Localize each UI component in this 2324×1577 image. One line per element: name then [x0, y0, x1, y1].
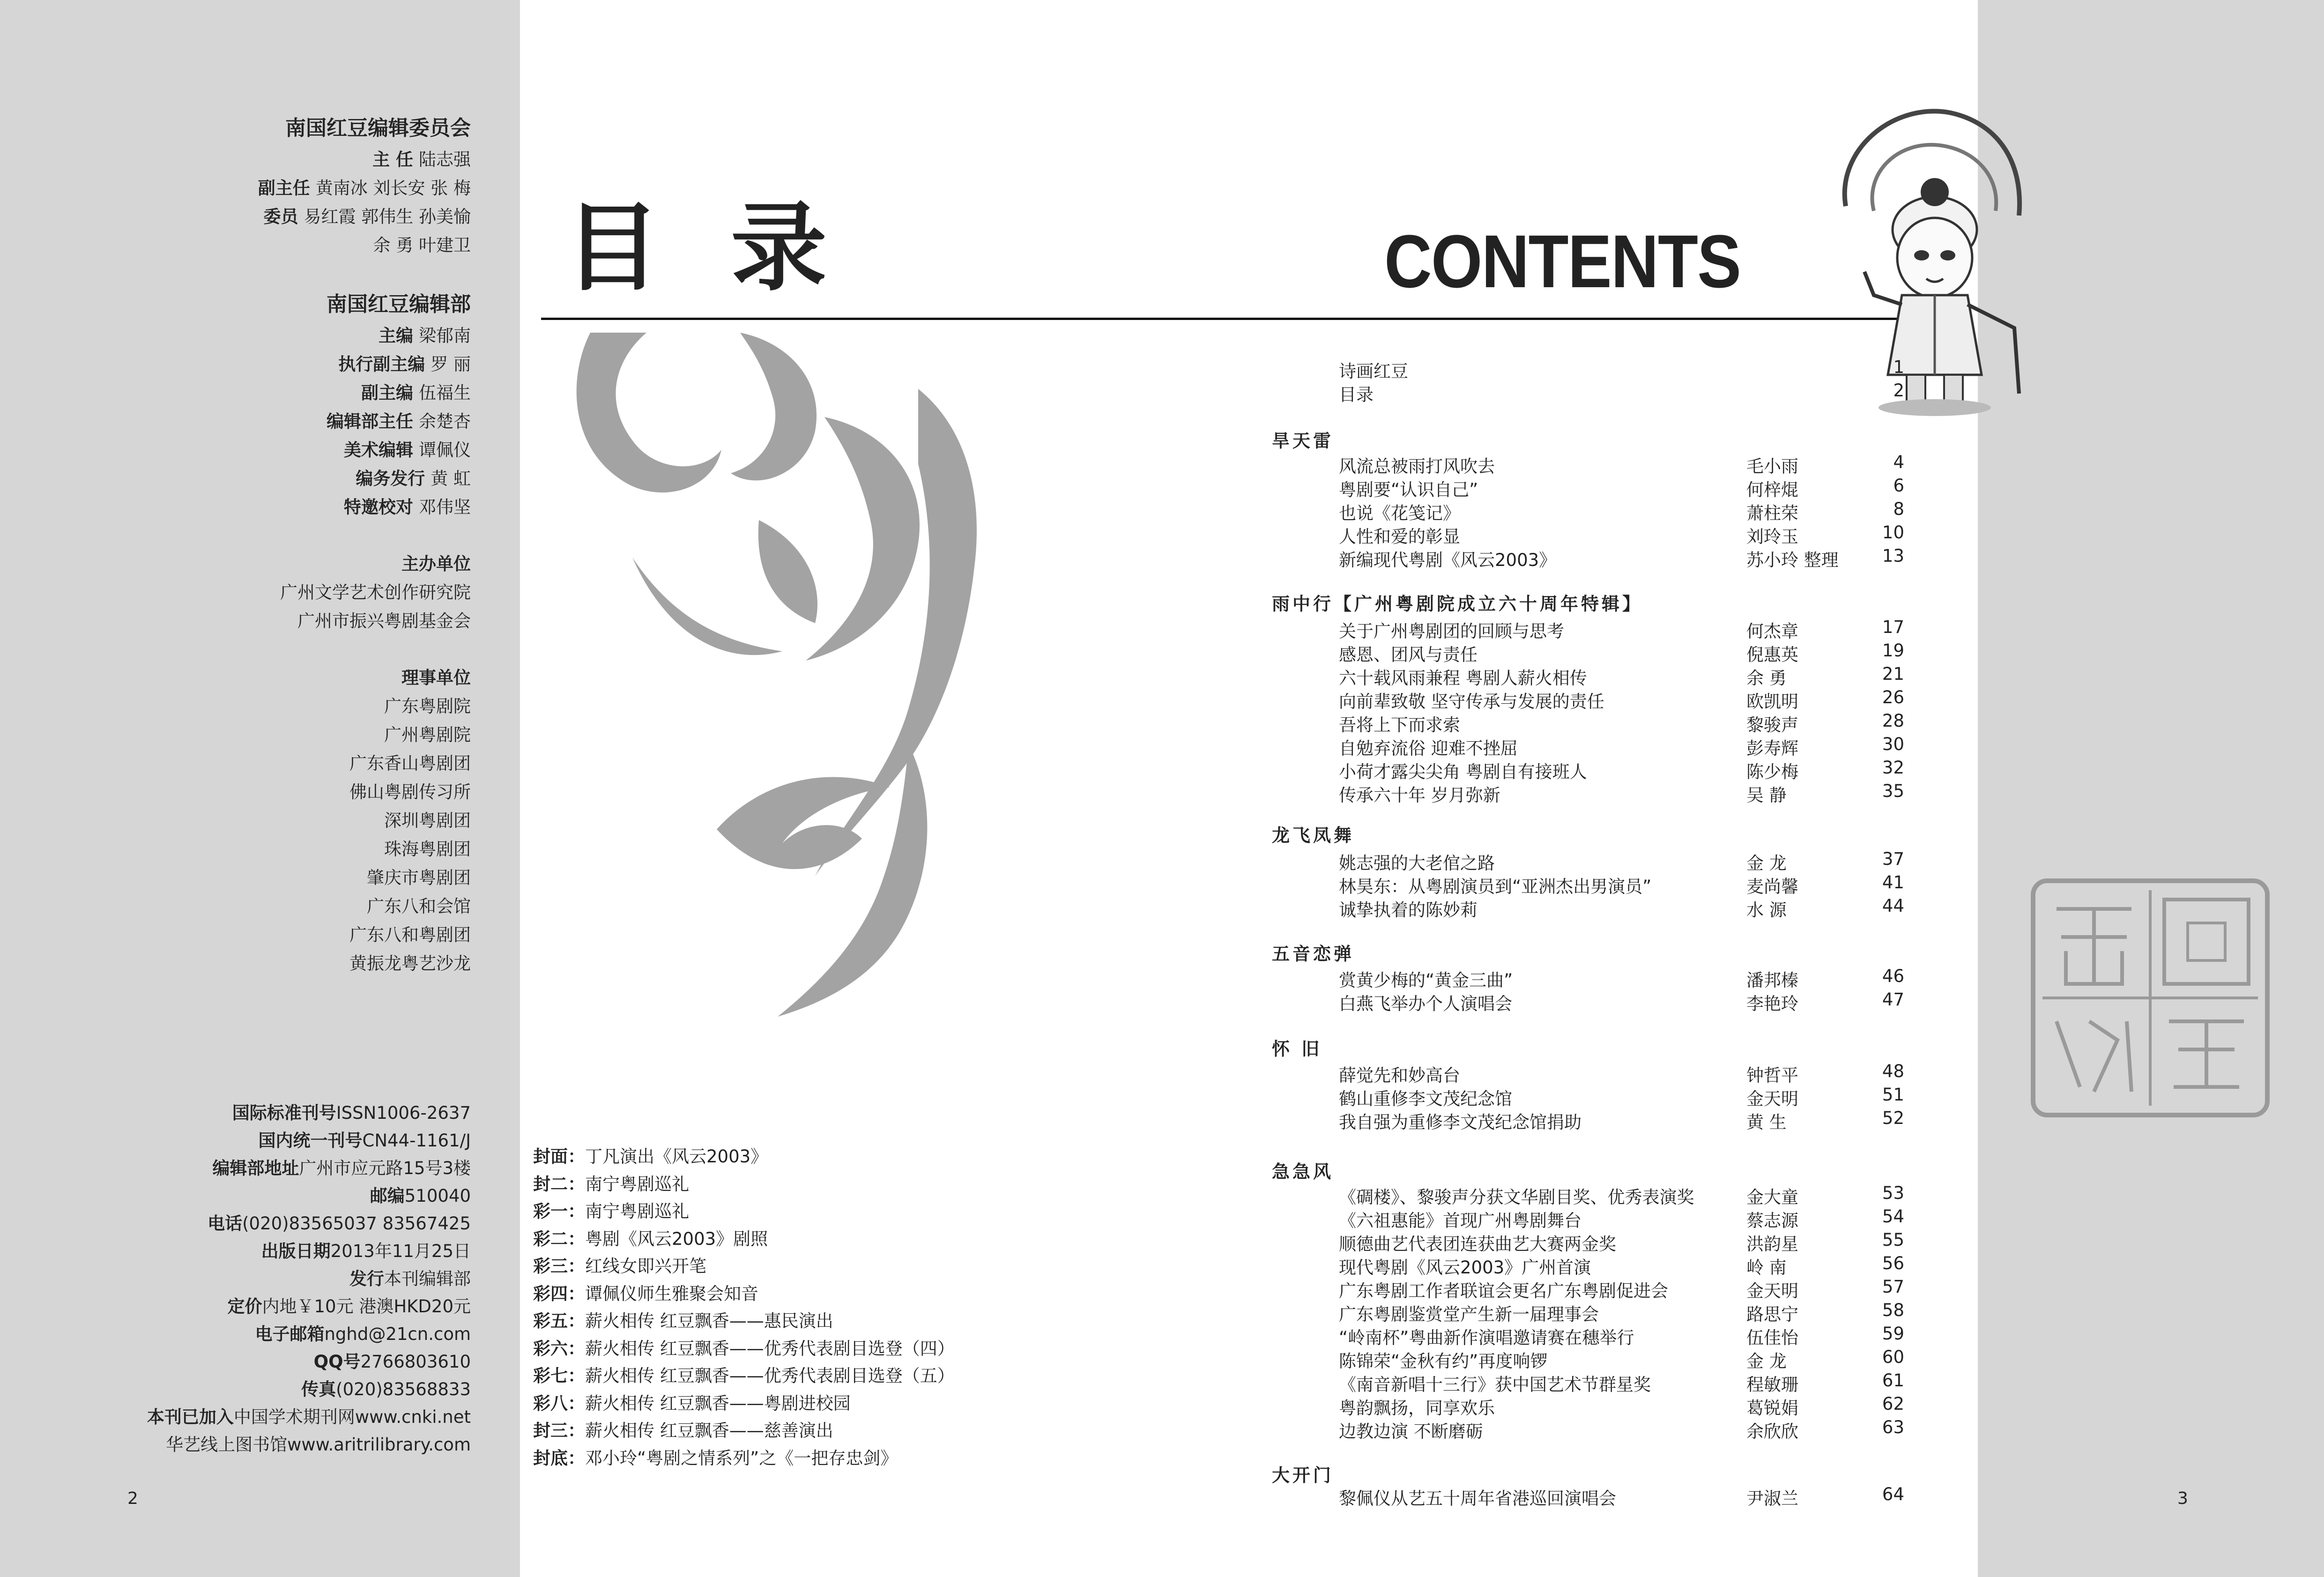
cover-list-value: 南宁粤剧巡礼 — [585, 1174, 689, 1194]
toc-entry-page: 51 — [1882, 1085, 1904, 1105]
cover-list-item — [533, 1171, 955, 1198]
cover-list-label: 封三： — [533, 1421, 585, 1441]
cover-list-item — [533, 1198, 955, 1226]
toc-entry-title: 目录 — [1339, 385, 1374, 405]
cover-list-value: 薪火相传 红豆飘香——惠民演出 — [585, 1311, 833, 1331]
toc-entry-title: “岭南杯”粤曲新作演唱邀请赛在穗举行 — [1339, 1328, 1634, 1348]
toc-entry-title: 六十载风雨兼程 粤剧人薪火相传 — [1339, 668, 1587, 688]
toc-entry-author: 洪韵星 — [1746, 1234, 1798, 1254]
editorial-title: 南国红豆编辑部 — [327, 292, 471, 316]
council-item: 深圳粤剧团 — [384, 811, 471, 831]
sponsors-title: 主办单位 — [401, 554, 471, 574]
editorial-value: 黄 虹 — [431, 469, 471, 489]
opera-performer-illustration — [1818, 94, 2052, 422]
committee-value: 易红霞 郭伟生 孙美愉 — [304, 207, 471, 227]
toc-entry-page: 57 — [1882, 1277, 1904, 1297]
committee-row — [49, 145, 471, 174]
cover-list-item — [533, 1253, 955, 1280]
pubinfo-value: 中国学术期刊网www.cnki.net — [233, 1407, 471, 1427]
toc-entry-title: 黎佩仪从艺五十周年省港巡回演唱会 — [1339, 1488, 1616, 1509]
pubinfo-row — [2, 1127, 471, 1154]
toc-entry-author: 陈少梅 — [1746, 762, 1798, 782]
toc-section-title: 龙飞凤舞 — [1272, 825, 1355, 846]
toc-entry-title: 人性和爱的彰显 — [1339, 527, 1460, 547]
toc-section-title: 五音恋弹 — [1272, 944, 1355, 964]
toc-entry-title: 诗画红豆 — [1339, 361, 1408, 381]
toc-entry-page: 8 — [1893, 499, 1904, 519]
committee-label: 主 任 — [372, 149, 413, 170]
toc-entry-author: 伍佳怡 — [1746, 1328, 1798, 1348]
toc-entry-page: 1 — [1893, 357, 1904, 377]
toc-entry-page: 63 — [1882, 1417, 1904, 1437]
toc-entry-author: 金天明 — [1746, 1281, 1798, 1301]
toc-entry-title: 向前辈致敬 坚守传承与发展的责任 — [1339, 692, 1604, 712]
toc-entry-page: 19 — [1882, 640, 1904, 661]
cover-list-value: 薪火相传 红豆飘香——粤剧进校园 — [585, 1393, 851, 1413]
council-item: 黄振龙粤艺沙龙 — [349, 953, 471, 974]
pubinfo-label: 出版日期 — [261, 1241, 331, 1261]
editorial-row — [49, 321, 471, 350]
toc-entry-author: 金 龙 — [1746, 853, 1787, 873]
committee-value: 余 勇 叶建卫 — [373, 235, 471, 255]
toc-entry-author: 萧柱荣 — [1746, 503, 1798, 523]
toc-entry-title: 传承六十年 岁月弥新 — [1339, 785, 1500, 805]
toc-entry-title: 自勉弃流俗 迎难不挫屈 — [1339, 738, 1518, 759]
toc-entry-page: 13 — [1882, 546, 1904, 566]
pubinfo-value: 本刊编辑部 — [384, 1269, 471, 1289]
editorial-row — [49, 493, 471, 521]
toc-entry-title: 我自强为重修李文茂纪念馆捐助 — [1339, 1112, 1582, 1132]
toc-entry-title: 鹤山重修李文茂纪念馆 — [1339, 1089, 1512, 1109]
toc-entry-title: 小荷才露尖尖角 粤剧自有接班人 — [1339, 762, 1587, 782]
committee-row — [49, 174, 471, 202]
pubinfo-value: nghd@21cn.com — [324, 1324, 471, 1344]
toc-section-title: 大开门 — [1272, 1465, 1334, 1486]
editorial-label: 执行副主编 — [338, 354, 425, 374]
editorial-value: 罗 丽 — [431, 354, 471, 374]
editorial-value: 邓伟坚 — [419, 497, 471, 517]
toc-entry-author: 黄 生 — [1746, 1112, 1787, 1132]
toc-entry-page: 48 — [1882, 1061, 1904, 1081]
toc-entry-title: 白燕飞举办个人演唱会 — [1339, 994, 1512, 1014]
toc-entry-author: 彭寿辉 — [1746, 738, 1798, 759]
cover-list-label: 彩一： — [533, 1201, 585, 1221]
toc-section-title: 急急风 — [1272, 1161, 1334, 1182]
toc-entry-page: 60 — [1882, 1347, 1904, 1367]
toc-entry-page: 41 — [1882, 872, 1904, 893]
editorial-label: 编辑部主任 — [327, 411, 413, 431]
cover-list-label: 封底： — [533, 1448, 585, 1468]
cover-list-value: 薪火相传 红豆飘香——优秀代表剧目选登（五） — [585, 1366, 955, 1386]
pubinfo-label: 本刊已加入 — [147, 1407, 234, 1427]
pubinfo-value: ISSN1006-2637 — [336, 1103, 471, 1123]
pubinfo-row — [2, 1431, 471, 1458]
cover-list-value: 丁凡演出《风云2003》 — [585, 1146, 768, 1167]
pubinfo-label: 邮编 — [370, 1186, 405, 1206]
cover-list-item — [533, 1280, 955, 1308]
toc-entry-author: 蔡志源 — [1746, 1211, 1798, 1231]
publication-info — [2, 1099, 471, 1458]
pubinfo-row — [2, 1293, 471, 1320]
toc-entry-title: 感恩、团风与责任 — [1339, 645, 1478, 665]
committee-title: 南国红豆编辑委员会 — [285, 116, 471, 140]
pubinfo-value: 广州市应元路15号3楼 — [299, 1158, 471, 1178]
toc-entry-author: 路思宁 — [1746, 1304, 1798, 1324]
sponsor-item: 广州文学艺术创作研究院 — [280, 582, 471, 603]
toc-entry-page: 61 — [1882, 1370, 1904, 1391]
toc-entry-author: 刘玲玉 — [1746, 527, 1798, 547]
toc-entry-title: 关于广州粤剧团的回顾与思考 — [1339, 621, 1564, 641]
editorial-row — [49, 436, 471, 464]
toc-entry-page: 35 — [1882, 781, 1904, 801]
cover-list-value: 南宁粤剧巡礼 — [585, 1201, 689, 1221]
toc-entry-author: 吴 静 — [1746, 785, 1787, 805]
toc-entry-author: 倪惠英 — [1746, 645, 1798, 665]
cover-list-value: 粤剧《风云2003》剧照 — [585, 1228, 768, 1249]
cover-list-item — [533, 1143, 955, 1171]
pubinfo-value: 510040 — [404, 1186, 471, 1206]
editorial-label: 主编 — [379, 326, 413, 346]
pubinfo-value: 2013年11月25日 — [330, 1241, 471, 1261]
toc-entry-title: 边教边演 不断磨砺 — [1339, 1421, 1483, 1442]
toc-section-title: 雨中行【广州粤剧院成立六十周年特辑】 — [1272, 594, 1643, 614]
pubinfo-row — [2, 1099, 471, 1127]
toc-entry-page: 53 — [1882, 1183, 1904, 1203]
cover-list-label: 彩五： — [533, 1311, 585, 1331]
toc-entry-author: 何杰章 — [1746, 621, 1798, 641]
editorial-value: 余楚杏 — [419, 411, 471, 431]
toc-entry-page: 17 — [1882, 617, 1904, 637]
toc-entry-title: 现代粤剧《风云2003》广州首演 — [1339, 1257, 1591, 1278]
committee-label: 副主任 — [258, 178, 310, 198]
toc-entry-author: 黎骏声 — [1746, 715, 1798, 735]
toc-entry-page: 46 — [1882, 966, 1904, 986]
toc-entry-author: 水 源 — [1746, 900, 1787, 920]
pubinfo-value: 内地￥10元 港澳HKD20元 — [262, 1296, 471, 1317]
toc-entry-page: 44 — [1882, 896, 1904, 916]
toc-entry-title: 陈锦荣“金秋有约”再度响锣 — [1339, 1351, 1548, 1371]
toc-entry-author: 李艳玲 — [1746, 994, 1798, 1014]
toc-entry-title: 薛觉先和妙高台 — [1339, 1065, 1460, 1086]
toc-entry-title: 《六祖惠能》首现广州粤剧舞台 — [1339, 1211, 1582, 1231]
cover-list-value: 薪火相传 红豆飘香——慈善演出 — [585, 1421, 833, 1441]
editorial-value: 伍福生 — [419, 383, 471, 403]
pubinfo-row — [2, 1376, 471, 1403]
sponsor-item: 广州市振兴粤剧基金会 — [297, 611, 471, 631]
council-item: 珠海粤剧团 — [384, 839, 471, 859]
toc-entry-author: 余欣欣 — [1746, 1421, 1798, 1442]
toc-entry-page: 2 — [1893, 380, 1904, 401]
toc-entry-title: 风流总被雨打风吹去 — [1339, 456, 1495, 476]
toc-entry-title: 粤剧要“认识自己” — [1339, 480, 1478, 500]
toc-entry-author: 潘邦榛 — [1746, 970, 1798, 990]
masthead — [49, 112, 471, 978]
toc-entry-author: 余 勇 — [1746, 668, 1787, 688]
pubinfo-label: 传真 — [301, 1379, 336, 1399]
cover-list-item — [533, 1308, 955, 1335]
pubinfo-label: 定价 — [227, 1296, 262, 1317]
toc-entry-title: 林昊东：从粤剧演员到“亚洲杰出男演员” — [1339, 877, 1652, 897]
editorial-value: 梁郁南 — [419, 326, 471, 346]
toc-entry-page: 56 — [1882, 1253, 1904, 1273]
toc-entry-title: 吾将上下而求索 — [1339, 715, 1460, 735]
cover-list-item — [533, 1417, 955, 1445]
toc-entry-author: 何梓焜 — [1746, 480, 1798, 500]
toc-entry-page: 52 — [1882, 1108, 1904, 1128]
pubinfo-label: 编辑部地址 — [212, 1158, 299, 1178]
pubinfo-value: (020)83565037 83567425 — [242, 1213, 471, 1234]
toc-entry-page: 64 — [1882, 1484, 1904, 1504]
cover-list-item — [533, 1335, 955, 1363]
cover-list-label: 彩七： — [533, 1366, 585, 1386]
editorial-row — [49, 407, 471, 436]
council-item: 广东八和会馆 — [367, 896, 471, 916]
editorial-label: 副主编 — [361, 383, 413, 403]
pubinfo-row — [2, 1348, 471, 1376]
cover-list-item — [533, 1362, 955, 1390]
cover-list-value: 薪火相传 红豆飘香——优秀代表剧目选登（四） — [585, 1338, 955, 1359]
committee-row — [49, 231, 471, 260]
toc-entry-author: 麦尚馨 — [1746, 877, 1798, 897]
pubinfo-label: 发行 — [349, 1269, 384, 1289]
toc-section-title: 怀 旧 — [1272, 1039, 1322, 1059]
pubinfo-row — [2, 1403, 471, 1431]
editorial-row — [49, 350, 471, 379]
committee-value: 黄南冰 刘长安 张 梅 — [315, 178, 471, 198]
toc-entry-title: 粤韵飘扬，同享欢乐 — [1339, 1398, 1495, 1418]
toc-entry-page: 55 — [1882, 1230, 1904, 1250]
cover-plate-list — [533, 1143, 955, 1472]
toc-entry-author: 程敏珊 — [1746, 1375, 1798, 1395]
editorial-value: 谭佩仪 — [419, 440, 471, 460]
editorial-label: 编务发行 — [356, 469, 425, 489]
page-title-mulu: 目录 — [564, 193, 897, 304]
cover-list-value: 红线女即兴开笔 — [585, 1256, 706, 1276]
committee-label: 委员 — [263, 207, 298, 227]
council-title: 理事单位 — [401, 668, 471, 688]
toc-entry-page: 62 — [1882, 1394, 1904, 1414]
toc-entry-page: 54 — [1882, 1206, 1904, 1227]
council-item: 广东香山粤剧团 — [349, 753, 471, 774]
toc-entry-author: 金大童 — [1746, 1187, 1798, 1207]
page-title-contents: CONTENTS — [1384, 219, 1741, 303]
toc-entry-title: 赏黄少梅的“黄金三曲” — [1339, 970, 1513, 990]
pubinfo-value: 2766803610 — [360, 1352, 471, 1372]
toc-entry-title: 新编现代粤剧《风云2003》 — [1339, 550, 1557, 570]
toc-entry-page: 59 — [1882, 1324, 1904, 1344]
cover-list-label: 彩八： — [533, 1393, 585, 1413]
opera-face-brush-illustration — [562, 323, 1101, 1026]
toc-entry-author: 毛小雨 — [1746, 456, 1798, 476]
council-item: 肇庆市粤剧团 — [367, 868, 471, 888]
toc-entry-author: 岭 南 — [1746, 1257, 1787, 1278]
cover-list-label: 封二： — [533, 1174, 585, 1194]
cover-list-item — [533, 1226, 955, 1253]
toc-entry-title: 姚志强的大老倌之路 — [1339, 853, 1495, 873]
council-item: 广东粤剧院 — [384, 696, 471, 716]
toc-entry-title: 顺德曲艺代表团连获曲艺大赛两金奖 — [1339, 1234, 1616, 1254]
toc-entry-author: 葛锐娟 — [1746, 1398, 1798, 1418]
toc-entry-page: 32 — [1882, 758, 1904, 778]
pubinfo-label: 国内统一刊号 — [258, 1131, 363, 1151]
toc-entry-author: 苏小玲 整理 — [1746, 550, 1839, 570]
cover-list-label: 彩二： — [533, 1228, 585, 1249]
cover-list-label: 封面： — [533, 1146, 585, 1167]
page-number-left: 2 — [127, 1489, 138, 1508]
cover-list-value: 谭佩仪师生雅聚会知音 — [585, 1283, 758, 1304]
page-number-right: 3 — [2177, 1489, 2188, 1508]
pubinfo-label: 电话 — [208, 1213, 243, 1234]
toc-entry-page: 26 — [1882, 687, 1904, 707]
pubinfo-row — [2, 1154, 471, 1182]
pubinfo-row — [2, 1182, 471, 1210]
toc-entry-page: 58 — [1882, 1300, 1904, 1320]
committee-value: 陆志强 — [419, 149, 471, 170]
pubinfo-value: 华艺线上图书馆www.aritrilibrary.com — [166, 1435, 471, 1455]
toc-entry-author: 金天明 — [1746, 1089, 1798, 1109]
cover-list-value: 邓小玲“粤剧之情系列”之《一把存忠剑》 — [585, 1448, 898, 1468]
toc-entry-author: 欧凯明 — [1746, 692, 1798, 712]
committee-row — [49, 202, 471, 231]
toc-entry-page: 4 — [1893, 452, 1904, 472]
council-item: 广州粤剧院 — [384, 725, 471, 745]
toc-entry-page: 47 — [1882, 989, 1904, 1010]
pubinfo-row — [2, 1265, 471, 1293]
toc-entry-page: 37 — [1882, 849, 1904, 869]
toc-entry-title: 《南音新唱十三行》获中国艺术节群星奖 — [1339, 1375, 1651, 1395]
pubinfo-row — [2, 1237, 471, 1265]
council-item: 广东八和粤剧团 — [349, 925, 471, 945]
toc-entry-page: 10 — [1882, 522, 1904, 543]
pubinfo-value: (020)83568833 — [336, 1379, 471, 1399]
editorial-row — [49, 379, 471, 407]
council-item: 佛山粤剧传习所 — [349, 782, 471, 802]
editorial-label: 特邀校对 — [344, 497, 413, 517]
pubinfo-label: 电子邮箱 — [255, 1324, 325, 1344]
editorial-row — [49, 464, 471, 493]
toc-entry-page: 6 — [1893, 476, 1904, 496]
toc-entry-title: 也说《花笺记》 — [1339, 503, 1460, 523]
toc-entry-title: 广东粤剧工作者联谊会更名广东粤剧促进会 — [1339, 1281, 1668, 1301]
toc-entry-page: 21 — [1882, 664, 1904, 684]
pubinfo-label: 国际标准刊号 — [232, 1103, 336, 1123]
toc-entry-page: 28 — [1882, 711, 1904, 731]
toc-entry-title: 广东粤剧鉴赏堂产生新一届理事会 — [1339, 1304, 1599, 1324]
pubinfo-label: QQ号 — [313, 1352, 361, 1372]
toc-entry-title: 《碉楼》、黎骏声分获文华剧目奖、优秀表演奖 — [1339, 1187, 1694, 1207]
editorial-label: 美术编辑 — [344, 440, 413, 460]
cover-list-label: 彩四： — [533, 1283, 585, 1304]
pubinfo-row — [2, 1320, 471, 1348]
pubinfo-value: CN44-1161/J — [362, 1131, 471, 1151]
toc-entry-author: 尹淑兰 — [1746, 1488, 1798, 1509]
cover-list-item — [533, 1390, 955, 1418]
heading-rule — [541, 318, 1951, 320]
toc-section-title: 旱天雷 — [1272, 431, 1334, 451]
cover-list-item — [533, 1445, 955, 1473]
cover-list-label: 彩六： — [533, 1338, 585, 1359]
toc-entry-page: 30 — [1882, 734, 1904, 754]
toc-entry-author: 钟哲平 — [1746, 1065, 1798, 1086]
toc-entry-author: 金 龙 — [1746, 1351, 1787, 1371]
nanguo-hongdou-seal-logo — [2024, 871, 2277, 1124]
cover-list-label: 彩三： — [533, 1256, 585, 1276]
toc-entry-title: 诚挚执着的陈妙莉 — [1339, 900, 1478, 920]
pubinfo-row — [2, 1210, 471, 1237]
